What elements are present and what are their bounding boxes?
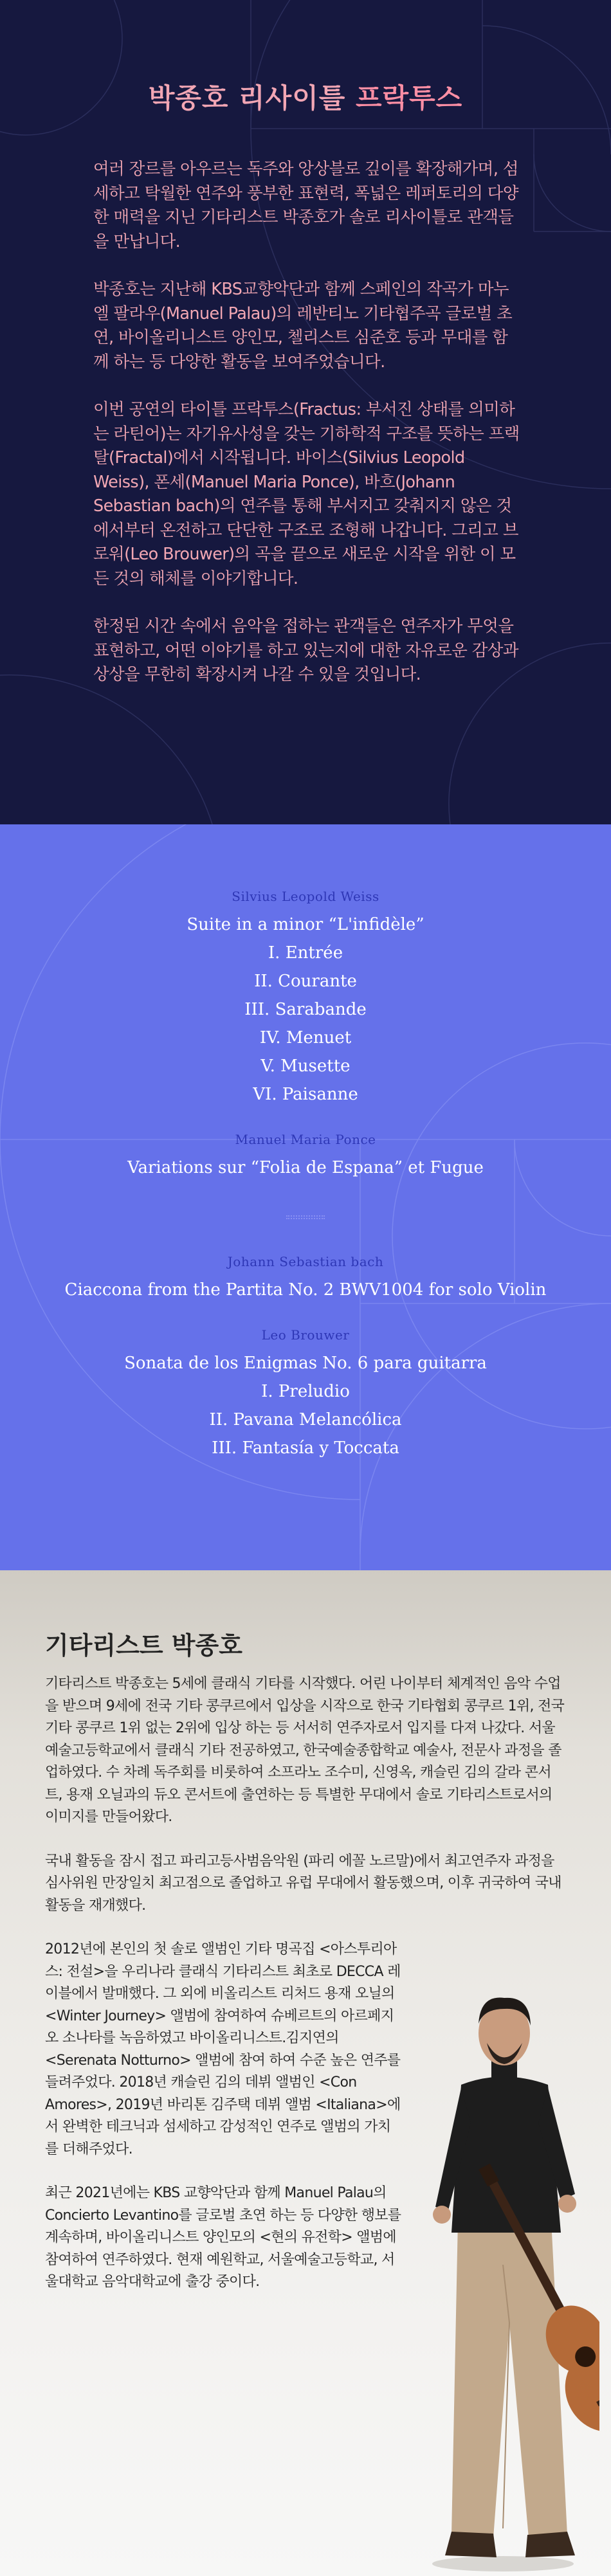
bio-paragraph: 국내 활동을 잠시 접고 파리고등사범음악원 (파리 에꼴 노르말)에서 최고연주자 과정을 심사위원 만장일치 최고점으로 졸업하고 유럽 무대에서 활동했으며, 이후 귀국하여 국내 활동을 재개했다.: [45, 1853, 561, 1914]
composer-name: Manuel Maria Ponce: [235, 1132, 376, 1147]
artist-section: [0, 1570, 611, 2576]
program-item-ponce: [0, 1132, 611, 1182]
program-item-bach: [0, 1254, 611, 1304]
intro-paragraph: 여러 장르를 아우르는 독주와 앙상블로 깊이를 확장해가며, 섬세하고 탁월한 연주와 풍부한 표현력, 폭넓은 레퍼토리의 다양한 매력을 지닌 기타리스트 박종호가 솔로 리사이틀로 관객들을 만납니다.: [93, 159, 518, 251]
movement: III. Sarabande: [244, 1000, 367, 1019]
intro-paragraph: 한정된 시간 속에서 음악을 접하는 관객들은 연주자가 무엇을 표현하고, 어떤 이야기를 하고 있는지에 대한 자유로운 감상과 상상을 무한히 확장시켜 나갈 수 있을 것입니다.: [93, 617, 518, 684]
intro-section: [0, 0, 611, 824]
movement: II. Pavana Melancólica: [209, 1410, 402, 1429]
work-title: Suite in a minor “L'infidèle”: [187, 915, 424, 934]
composer-name: Leo Brouwer: [261, 1327, 350, 1343]
program-list: [0, 889, 611, 1485]
bio-paragraph: 최근 2021년에는 KBS 교향악단과 함께 Manuel Palau의 Concierto Levantino를 글로벌 초연 하는 등 다양한 행보를 계속하며, 바이올리니스트 양인모의 <현의 유전학> 앨범에 참여하여 연주하였다. 현재 예원학교, 서울예술고등학교, 서울대학교 음악대학교에 출강 중이다.: [45, 2185, 401, 2290]
intermission-divider: [286, 1215, 325, 1219]
program-item-weiss: [0, 889, 611, 1109]
artist-title: [45, 1626, 242, 1661]
recital-title-prefix: 박종호 리사이틀: [148, 82, 356, 114]
work-title: Ciaccona from the Partita No. 2 BWV1004 for solo Violin: [64, 1280, 547, 1300]
movement: II. Courante: [254, 972, 357, 991]
recital-title-highlight: 프락투스: [355, 82, 463, 114]
composer-name: Johann Sebastian bach: [227, 1254, 384, 1269]
intro-description: [93, 158, 521, 711]
movement: IV. Menuet: [259, 1028, 352, 1048]
bio-paragraph: 기타리스트 박종호는 5세에 클래식 기타를 시작했다. 어린 나이부터 체계적인 음악 수업을 받으며 9세에 전국 기타 콩쿠르에서 입상을 시작으로 한국 기타협회 콩쿠르 1위, 전국 기타 콩쿠르 1위 없는 2위에 입상 하는 등 서서히 연주자로서 입지를 다져 나갔다. 서울예술고등학교에서 클래식 기타 전공하였고, 한국예술종합학교 예술사, 전문사 과정을 졸업하였다. 수 차례 독주회를 비롯하여 소프라노 조수미, 신영옥, 캐슬린 김의 갈라 콘서트, 용재 오닐과의 듀오 콘서트에 출연하는 등 특별한 무대에서 솔로 기타리스트로서의 이미지를 만들어왔다.: [45, 1676, 565, 1825]
movement: VI. Paisanne: [253, 1085, 358, 1104]
artist-title-prefix: 기타리스트: [45, 1631, 172, 1660]
composer-name: Silvius Leopold Weiss: [232, 889, 379, 904]
movement: V. Musette: [260, 1057, 351, 1076]
intro-paragraph: 박종호는 지난해 KBS교향악단과 함께 스페인의 작곡가 마누엘 팔라우(Manuel Palau)의 레반티노 기타협주곡 글로벌 초연, 바이올리니스트 양인모, 첼리스트 심준호 등과 무대를 함께 하는 등 다양한 활동을 보여주었습니다.: [93, 280, 513, 372]
program-item-brouwer: [0, 1327, 611, 1462]
recital-title: [0, 77, 611, 116]
work-title: Sonata de los Enigmas No. 6 para guitarra: [124, 1354, 487, 1373]
work-title: Variations sur “Folia de Espana” et Fugue: [127, 1158, 484, 1177]
intro-paragraph: 이번 공연의 타이틀 프락투스(Fractus: 부서진 상태를 의미하는 라틴어)는 자기유사성을 갖는 기하학적 구조를 뜻하는 프랙탈(Fractal)에서 시작됩니다. 바이스(Silvius Leopold Weiss), 폰세(Manuel Maria Ponce), 바흐(Johann Sebastian bach)의 연주를 통해 부서지고 갖춰지지 않은 것에서부터 온전하고 단단한 구조로 조형해 나갑니다. 그리고 브로워(Leo Brouwer)의 곡을 끝으로 새로운 시작을 위한 이 모든 것의 해체를 이야기합니다.: [93, 400, 520, 588]
movement: III. Fantasía y Toccata: [212, 1438, 399, 1458]
movement: I. Entrée: [268, 943, 343, 963]
bio-paragraph: 2012년에 본인의 첫 솔로 앨범인 기타 명곡집 <아스투리아스: 전설>을 우리나라 클래식 기타리스트 최초로 DECCA 레이블에서 발매했다. 그 외에 비올리스트 리처드 용재 오닐의 <Winter Journey> 앨범에 참여하여 슈베르트의 아르페지오 소나타를 녹음하였고 바이올리니스트.김지연의 <Serenata Notturno> 앨범에 참여 하여 수준 높은 연주를 들려주었다. 2018년 캐슬린 김의 데뷔 앨범인 <Con Amores>, 2019년 바리톤 김주택 데뷔 앨범 <Italiana>에서 완벽한 테크닉과 섬세하고 감성적인 연주로 앨범의 가치를 더해주었다.: [45, 1941, 401, 2157]
artist-title-name: 박종호: [171, 1631, 242, 1660]
program-section: [0, 824, 611, 1570]
guitarist-photo: [406, 1963, 599, 2573]
movement: I. Preludio: [261, 1382, 350, 1401]
